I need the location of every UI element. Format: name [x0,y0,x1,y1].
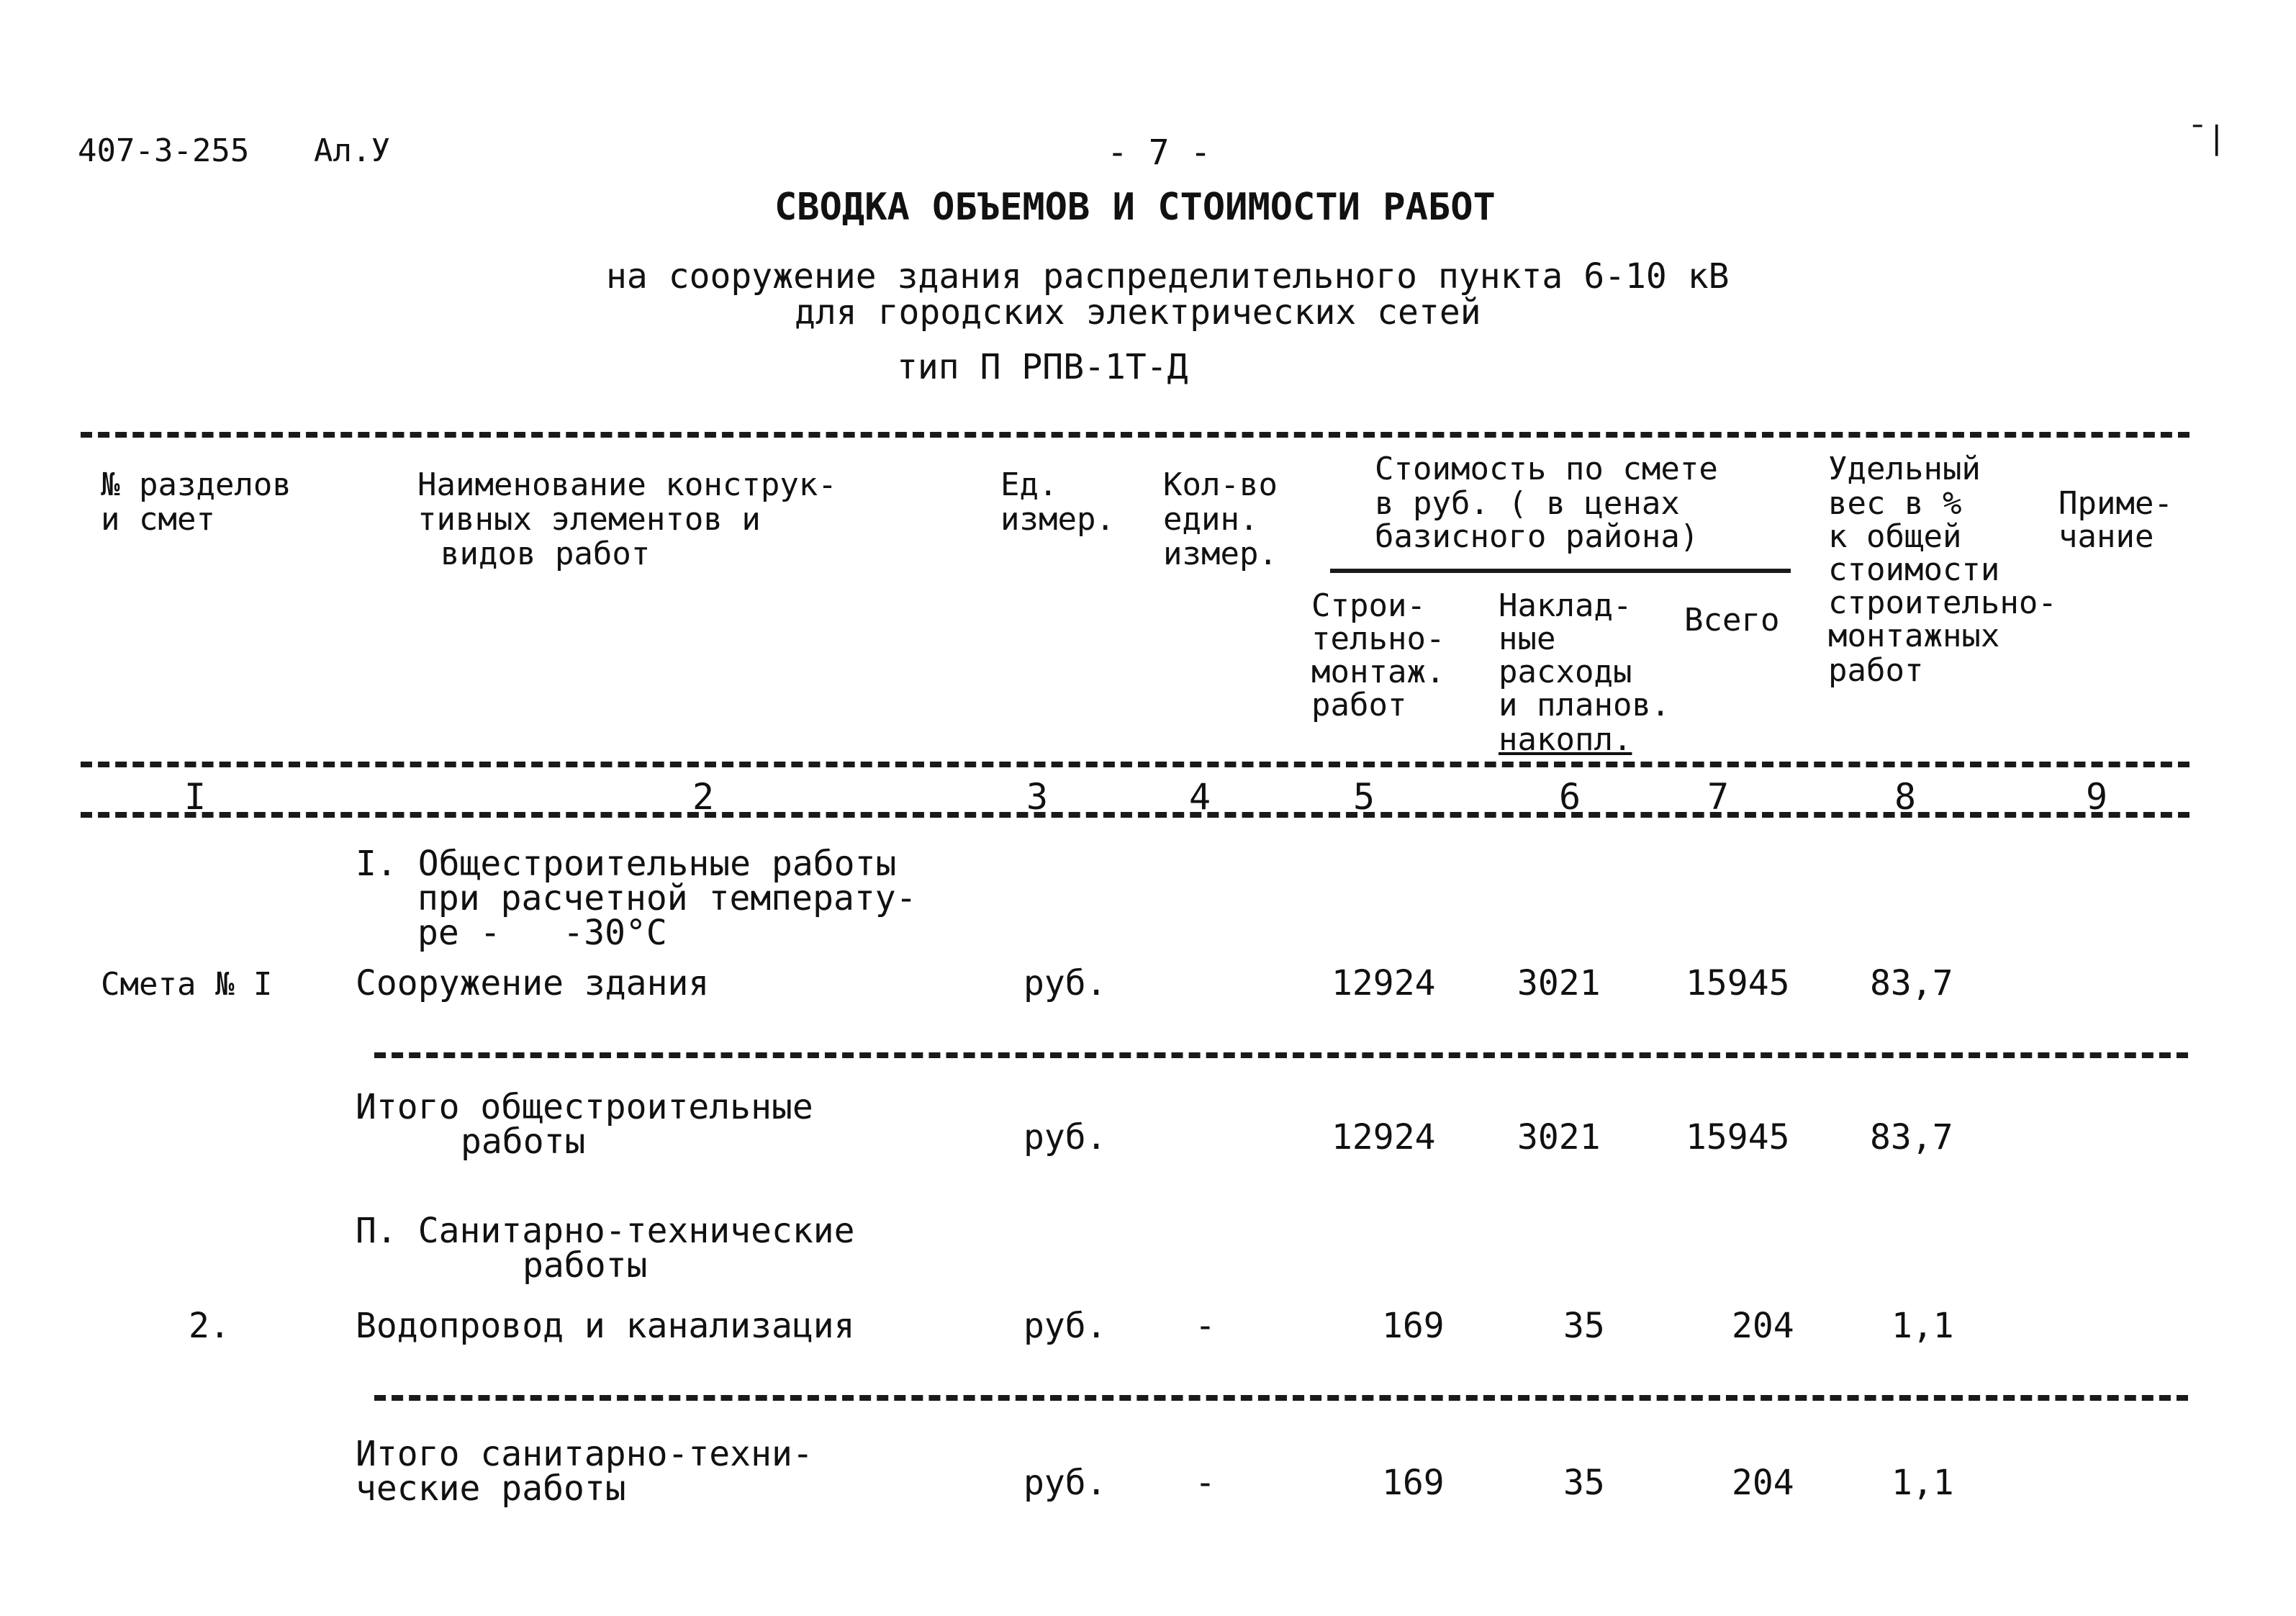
page-title: СВОДКА ОБЪЕМОВ И СТОИМОСТИ РАБОТ [774,186,1496,229]
album-number: Ал.У [314,132,390,169]
subtitle-line-2: для городских электрических сетей [795,292,1481,333]
subtitle-type: тип П РПВ-1Т-Д [897,347,1188,387]
subtotal-rule [374,1052,2188,1058]
header-bottom-rule [81,762,2189,767]
document-code: 407-3-255 [78,132,250,169]
column-header-total: Всего [1684,602,1780,638]
table-top-rule [81,432,2189,438]
subtotal-rule [374,1395,2188,1401]
page-number: - 7 - [1107,132,1211,173]
column-numbers-rule [81,812,2189,818]
subtitle-line-1: на сооружение здания распределительного пункта 6-10 кВ [606,256,1730,297]
corner-mark: ¯| [2188,119,2226,156]
cost-group-rule [1330,569,1791,573]
